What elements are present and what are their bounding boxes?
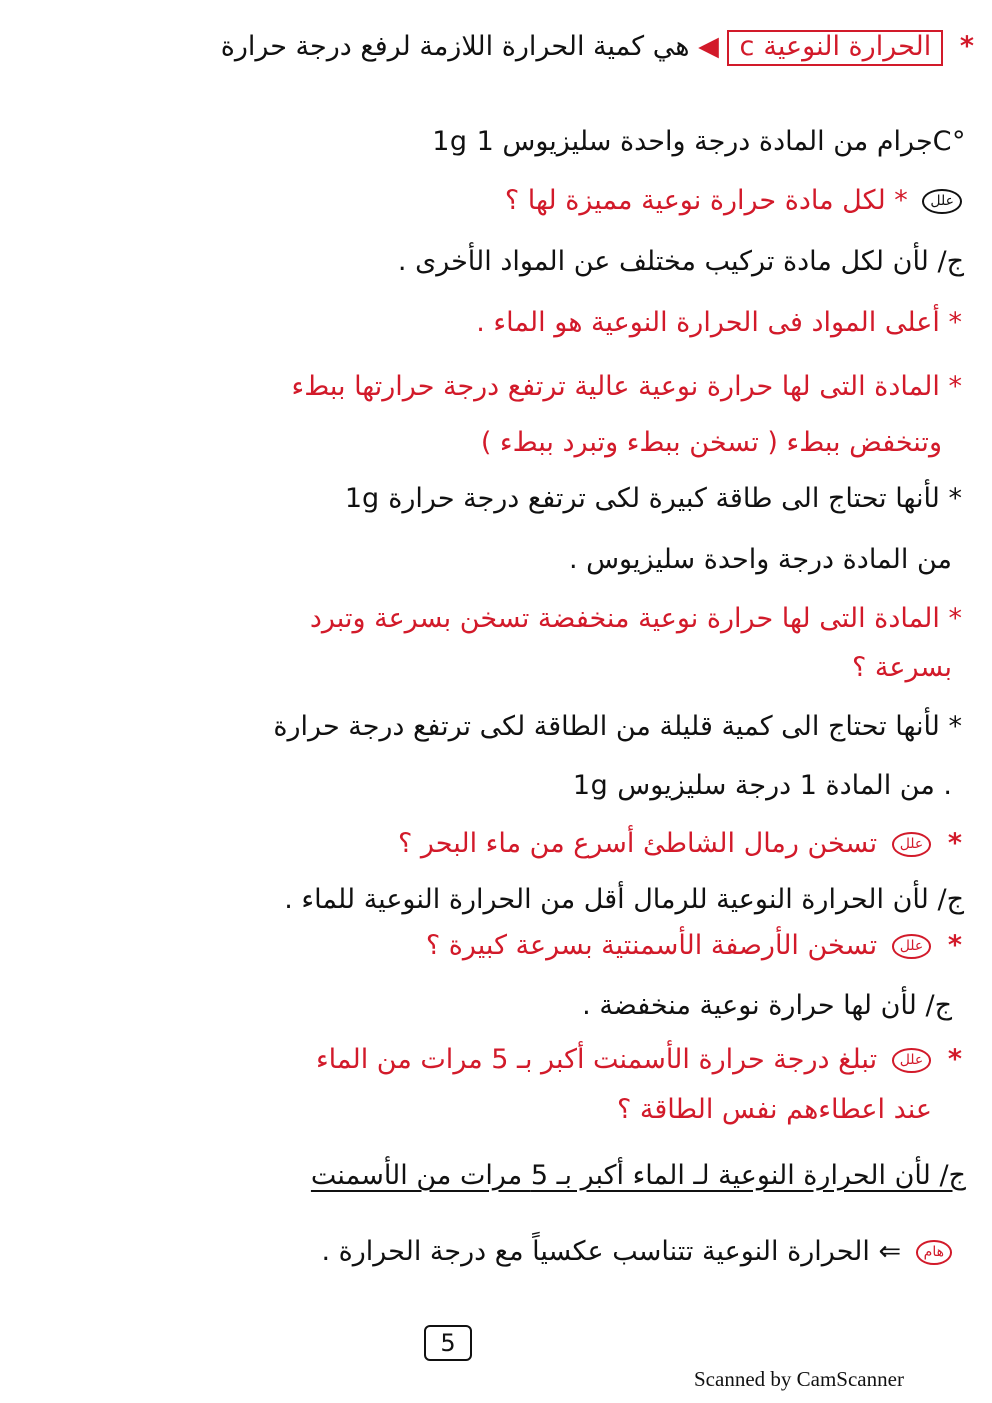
star-bullet: * (959, 31, 974, 62)
answer-text: ج/ لأن الحرارة النوعية لـ الماء أكبر بـ 5 مرات من الأسمنت (310, 1160, 966, 1191)
fact-line: وتنخفض ببطء ( تسخن ببطء وتبرد ببطء ) (480, 427, 942, 458)
question-line (398, 828, 962, 860)
fact-line: * المادة التى لها حرارة نوعية عالية ترتفع درجة حرارتها ببطء (291, 371, 962, 402)
fact-line: * أعلى المواد فى الحرارة النوعية هو الماء . (476, 307, 962, 338)
answer-line (311, 1160, 966, 1192)
question-text: تسخن رمال الشاطئ أسرع من ماء البحر ؟ (397, 828, 878, 859)
answer-line: من المادة درجة واحدة سليزيوس . (568, 544, 952, 575)
fact-line: عند اعطاءهم نفس الطاقة ؟ (616, 1094, 932, 1125)
arrow-icon: ◀ (698, 31, 719, 62)
scanner-watermark: Scanned by CamScanner (694, 1367, 904, 1391)
question-line (505, 185, 962, 217)
arrow-icon: ⇐ (878, 1236, 902, 1267)
fact-line: بسرعة ؟ (852, 652, 952, 683)
definition-text: هي كمية الحرارة اللازمة لرفع درجة حرارة (220, 31, 690, 62)
star-bullet: * (947, 930, 962, 961)
term-box (727, 30, 943, 66)
question-text: تسخن الأرصفة الأسمنتية بسرعة كبيرة ؟ (425, 930, 878, 961)
rule-text: الحرارة النوعية تتناسب عكسياً مع درجة الحرارة . (321, 1236, 870, 1267)
fact-line: * المادة التى لها حرارة نوعية منخفضة تسخن بسرعة وتبرد (309, 603, 962, 634)
question-text: تبلغ درجة حرارة الأسمنت أكبر بـ 5 مرات من الماء (315, 1044, 878, 1075)
answer-line: ج/ لأن لها حرارة نوعية منخفضة . (582, 990, 952, 1021)
why-badge: علل (922, 189, 962, 214)
question-text: * لكل مادة حرارة نوعية مميزة لها ؟ (504, 185, 908, 216)
term-symbol: c (739, 31, 755, 62)
answer-line: * لأنها تحتاج الى كمية قليلة من الطاقة لكى ترتفع درجة حرارة (273, 711, 962, 742)
answer-line: ج/ لأن لكل مادة تركيب مختلف عن المواد الأخرى . (397, 246, 964, 277)
rule-line (321, 1236, 952, 1268)
answer-line: 1g من المادة 1 درجة سليزيوس . (572, 770, 952, 801)
page-number: 5 (424, 1325, 472, 1361)
answer-line: ج/ لأن الحرارة النوعية للرمال أقل من الحرارة النوعية للماء . (284, 884, 964, 915)
important-badge: هام (916, 1240, 952, 1265)
question-line (426, 930, 962, 962)
answer-line: * لأنها تحتاج الى طاقة كبيرة لكى ترتفع درجة حرارة 1g (344, 483, 962, 514)
term-label: الحرارة النوعية (763, 31, 932, 62)
question-line (316, 1044, 962, 1076)
definition-continued: 1g جرام من المادة درجة واحدة سليزيوس 1C° (432, 126, 966, 157)
definition-line (221, 30, 974, 66)
why-badge: علل (892, 1048, 932, 1073)
why-badge: علل (892, 832, 932, 857)
why-badge: علل (892, 934, 932, 959)
star-bullet: * (947, 1044, 962, 1075)
star-bullet: * (947, 828, 962, 859)
